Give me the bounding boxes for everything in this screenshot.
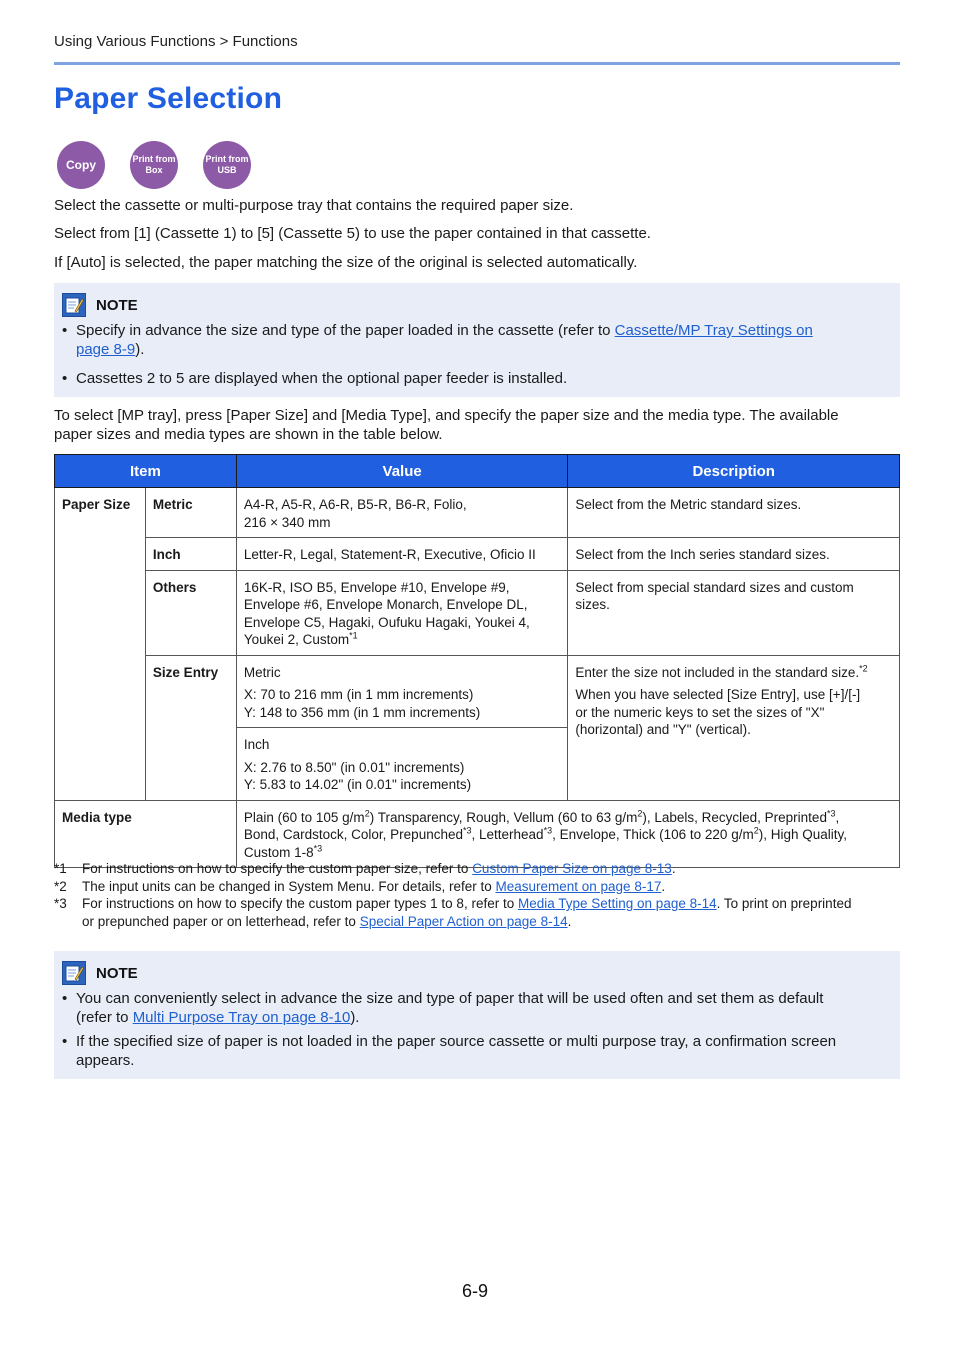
table-row bbox=[55, 538, 900, 571]
size-entry-label: Size Entry bbox=[145, 655, 236, 800]
size-entry-inch-y: Y: 5.83 to 14.02" (in 0.01" increments) bbox=[243, 777, 472, 792]
mt-sq2: 2 bbox=[637, 808, 643, 818]
intro-paragraph-1: Select the cassette or multi-purpose tray that contains the required paper size. bbox=[54, 197, 574, 214]
page-title: Paper Selection bbox=[54, 82, 283, 115]
print-from-usb-icon bbox=[203, 141, 251, 189]
mt-p3: ), Labels, Recycled, Preprinted bbox=[642, 809, 827, 825]
bullet: • bbox=[62, 990, 68, 1007]
mt-p8: ), High Quality, bbox=[758, 827, 847, 842]
media-type-setting-link[interactable]: Media Type Setting on page 8-14 bbox=[517, 896, 717, 911]
note1-item1-end: ). bbox=[135, 341, 145, 358]
size-entry-description-line3: or the numeric keys to set the sizes of "X" bbox=[575, 704, 825, 720]
size-entry-metric-value bbox=[236, 655, 568, 728]
mt-p1: Plain (60 to 105 g/m bbox=[243, 809, 365, 825]
metric-value bbox=[236, 488, 568, 538]
page-number: 6-9 bbox=[462, 1281, 489, 1301]
table-header-row bbox=[55, 455, 900, 488]
note2-item-1 bbox=[62, 989, 888, 1027]
footnote-2-text: The input units can be changed in System Menu. For details, refer to bbox=[82, 878, 496, 894]
breadcrumb: Using Various Functions > Functions bbox=[54, 33, 298, 50]
footnote-mark: *3 bbox=[54, 896, 67, 911]
footnote-3 bbox=[54, 895, 900, 930]
mt-p5: Bond, Cardstock, Color, Prepunched bbox=[243, 827, 463, 842]
others-value bbox=[236, 570, 568, 655]
note2-item1-pre: (refer to bbox=[76, 1009, 133, 1026]
note1-item1-text: Specify in advance the size and type of the paper loaded in the cassette (refer to bbox=[76, 322, 615, 339]
size-entry-metric-x: X: 70 to 216 mm (in 1 mm increments) bbox=[243, 687, 474, 702]
note-label: NOTE bbox=[96, 964, 138, 982]
footnote-2-end: . bbox=[661, 878, 666, 894]
media-type-label: Media type bbox=[55, 800, 237, 868]
intro-paragraph-2: Select from [1] (Cassette 1) to [5] (Cassette 5) to use the paper contained in that cassette. bbox=[54, 225, 651, 242]
note2-item2-line2: appears. bbox=[76, 1052, 135, 1069]
note-pen-icon bbox=[62, 961, 86, 985]
mt-p2: ) Transparency, Rough, Vellum (60 to 63 g/m bbox=[369, 809, 638, 825]
others-description-line2: sizes. bbox=[575, 597, 610, 612]
others-value-line3: Envelope C5, Hagaki, Oufuku Hagaki, Youkei 4, bbox=[243, 614, 530, 630]
metric-description: Select from the Metric standard sizes. bbox=[568, 488, 900, 538]
size-entry-inch-x: X: 2.76 to 8.50" (in 0.01" increments) bbox=[243, 759, 465, 775]
table-row bbox=[55, 800, 900, 868]
footnote-ref-3c: *3 bbox=[543, 825, 553, 836]
size-entry-description bbox=[568, 655, 900, 800]
measurement-link[interactable]: Measurement on page 8-17 bbox=[495, 878, 662, 894]
others-value-line4: Youkei 2, Custom bbox=[243, 632, 350, 647]
footnote-mark: *2 bbox=[54, 878, 67, 894]
mt-sq3: 2 bbox=[753, 825, 759, 836]
special-paper-action-link[interactable]: Special Paper Action on page 8-14 bbox=[359, 913, 568, 929]
footnote-ref-3b: *3 bbox=[462, 825, 472, 836]
print-from-box-label-1: Print from bbox=[132, 154, 176, 164]
others-description-line1: Select from special standard sizes and custom bbox=[575, 579, 854, 595]
size-entry-description-line1: Enter the size not included in the standard size. bbox=[575, 664, 860, 680]
note1-item2-text: Cassettes 2 to 5 are displayed when the optional paper feeder is installed. bbox=[76, 370, 568, 387]
mt-p6: , Letterhead bbox=[471, 827, 544, 842]
note2-item1-end: ). bbox=[350, 1009, 360, 1026]
print-from-box-label-2: Box bbox=[145, 165, 163, 175]
footnote-3-mid: . To print on preprinted bbox=[716, 896, 852, 911]
size-entry-metric-title: Metric bbox=[243, 664, 281, 680]
note-header bbox=[62, 293, 138, 317]
bullet: • bbox=[62, 370, 68, 387]
mt-p7: , Envelope, Thick (106 to 220 g/m bbox=[552, 827, 754, 842]
header-value: Value bbox=[236, 455, 568, 488]
footnote-mark: *1 bbox=[54, 861, 67, 876]
note-header bbox=[62, 961, 138, 985]
inch-description: Select from the Inch series standard sizes. bbox=[568, 538, 900, 571]
media-type-value bbox=[236, 800, 899, 868]
note2-item-2 bbox=[62, 1032, 888, 1070]
header-description: Description bbox=[568, 455, 900, 488]
footnote-1-end: . bbox=[671, 861, 676, 876]
footnote-1 bbox=[54, 860, 900, 878]
table-row bbox=[55, 488, 900, 538]
intro-paragraph-3: If [Auto] is selected, the paper matching the size of the original is selected automatically. bbox=[54, 254, 638, 271]
bullet: • bbox=[62, 322, 68, 339]
size-entry-metric-y: Y: 148 to 356 mm (in 1 mm increments) bbox=[243, 704, 481, 720]
table-row bbox=[55, 655, 900, 728]
size-entry-inch-value bbox=[236, 728, 568, 801]
note1-item-2 bbox=[62, 369, 888, 388]
mp-tray-intro-line-1: To select [MP tray], press [Paper Size] and [Media Type], and specify the paper size and the media type. The available bbox=[54, 407, 839, 424]
inch-value: Letter-R, Legal, Statement-R, Executive, Oficio II bbox=[236, 538, 568, 571]
metric-value-line2: 216 × 340 mm bbox=[243, 514, 331, 530]
footnote-ref-1: *1 bbox=[349, 630, 358, 641]
footnote-3-end: . bbox=[567, 913, 572, 929]
bullet: • bbox=[62, 1033, 68, 1050]
print-from-box-icon bbox=[130, 141, 178, 189]
footnote-3-line2: or prepunched paper or on letterhead, refer to bbox=[82, 913, 360, 929]
note-label: NOTE bbox=[96, 296, 138, 314]
footnote-3-text: For instructions on how to specify the custom paper types 1 to 8, refer to bbox=[82, 896, 518, 911]
note2-item2-line1: If the specified size of paper is not loaded in the paper source cassette or multi purpose tray, a confirmation screen bbox=[76, 1033, 837, 1050]
multi-purpose-tray-link[interactable]: Multi Purpose Tray on page 8-10 bbox=[132, 1009, 351, 1026]
mt-sq1: 2 bbox=[364, 808, 370, 818]
others-description bbox=[568, 570, 900, 655]
others-value-line2: Envelope #6, Envelope Monarch, Envelope DL, bbox=[243, 597, 528, 612]
footnote-1-text: For instructions on how to specify the custom paper size, refer to bbox=[82, 861, 473, 876]
print-from-usb-label-2: USB bbox=[217, 165, 237, 175]
cassette-mp-tray-settings-link[interactable]: Cassette/MP Tray Settings on bbox=[614, 322, 813, 339]
size-entry-description-line4: (horizontal) and "Y" (vertical). bbox=[575, 722, 751, 737]
mt-p4: , bbox=[835, 809, 840, 825]
header-rule bbox=[54, 62, 900, 65]
size-entry-description-line1-wrap bbox=[575, 664, 892, 682]
custom-paper-size-link[interactable]: Custom Paper Size on page 8-13 bbox=[472, 861, 672, 876]
footnote-ref-3a: *3 bbox=[826, 808, 836, 818]
footnote-ref-2: *2 bbox=[859, 663, 868, 673]
mp-tray-intro-line-2: paper sizes and media types are shown in the table below. bbox=[54, 426, 443, 443]
inch-label: Inch bbox=[145, 538, 236, 571]
note-box-2 bbox=[54, 951, 900, 1079]
mt-p9: Custom 1-8 bbox=[243, 844, 314, 860]
metric-label: Metric bbox=[145, 488, 236, 538]
cassette-mp-tray-settings-link-page[interactable]: page 8-9 bbox=[76, 341, 136, 358]
paper-spec-table bbox=[54, 454, 900, 868]
footnote-2 bbox=[54, 878, 900, 896]
copy-icon-label: Copy bbox=[66, 157, 96, 172]
note1-item-1 bbox=[62, 321, 888, 359]
paper-size-cell: Paper Size bbox=[55, 488, 146, 801]
footnote-ref-3d: *3 bbox=[313, 843, 323, 853]
metric-value-line1: A4-R, A5-R, A6-R, B5-R, B6-R, Folio, bbox=[243, 497, 467, 512]
others-value-line1: 16K-R, ISO B5, Envelope #10, Envelope #9, bbox=[243, 579, 510, 595]
print-from-usb-label-1: Print from bbox=[205, 154, 249, 164]
size-entry-inch-title: Inch bbox=[243, 737, 270, 752]
note-box-1 bbox=[54, 283, 900, 397]
copy-function-icon bbox=[57, 141, 105, 189]
note2-item1-line1: You can conveniently select in advance the size and type of paper that will be used often and set them as default bbox=[76, 990, 824, 1007]
footnotes bbox=[54, 860, 900, 930]
size-entry-description-line2: When you have selected [Size Entry], use [+]/[-] bbox=[575, 687, 861, 702]
note-pen-icon bbox=[62, 293, 86, 317]
header-item: Item bbox=[55, 455, 237, 488]
others-label: Others bbox=[145, 570, 236, 655]
table-row bbox=[55, 570, 900, 655]
